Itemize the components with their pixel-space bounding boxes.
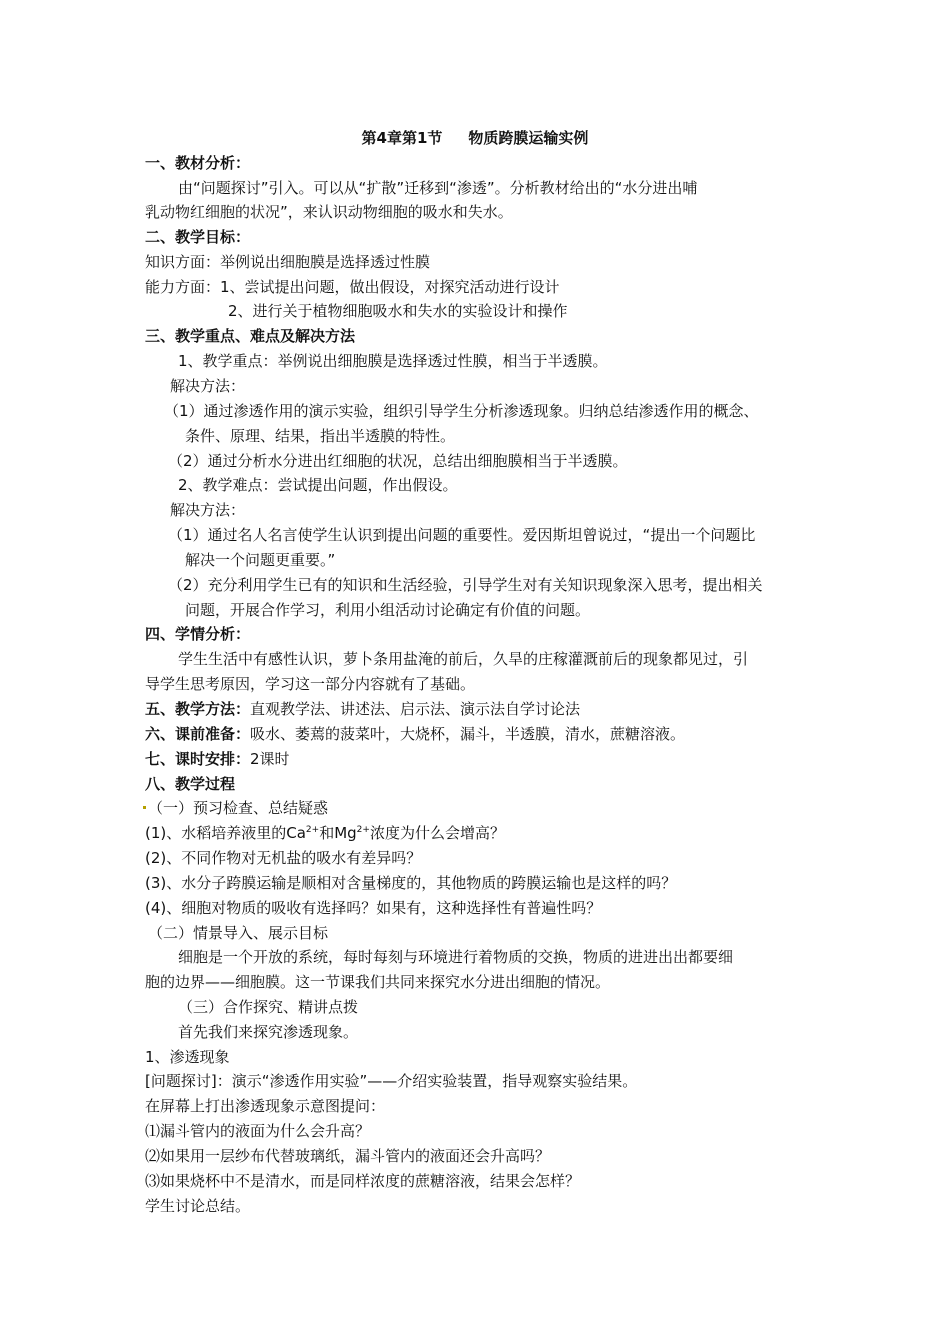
- superscript: 2+: [356, 825, 370, 835]
- question-2: (2)、不同作物对无机盐的吸水有差异吗？: [145, 849, 422, 867]
- method-label: 解决方法：: [170, 377, 246, 395]
- method-label: 解决方法：: [170, 501, 246, 519]
- paragraph: 胞的边界——细胞膜。这一节课我们共同来探究水分进出细胞的情况。: [145, 973, 611, 991]
- schedule-text: 2课时: [250, 750, 290, 768]
- section-heading-3: 三、教学重点、难点及解决方法: [145, 327, 356, 345]
- preparation-text: 吸水、萎蔫的菠菜叶，大烧杯，漏斗，半透膜，清水，蔗糖溶液。: [250, 725, 686, 743]
- list-item: （2）通过分析水分进出红细胞的状况，总结出细胞膜相当于半透膜。: [168, 452, 628, 470]
- scan-mark: [143, 806, 146, 809]
- teaching-methods-line: [145, 699, 580, 719]
- superscript: 2+: [305, 825, 320, 835]
- question-text: 浓度为什么会增高？: [369, 824, 505, 842]
- knowledge-goal: 知识方面：举例说出细胞膜是选择透过性膜: [145, 253, 431, 271]
- question-text: 和Mg: [319, 824, 357, 842]
- subheading: （三）合作探究、精讲点拨: [178, 998, 359, 1016]
- section-heading-8: 八、教学过程: [145, 775, 236, 793]
- list-item: （2）充分利用学生已有的知识和生活经验，引导学生对有关知识现象深入思考，提出相关: [168, 576, 763, 594]
- paragraph: [问题探讨]：演示“渗透作用实验”——介绍实验装置，指导观察实验结果。: [145, 1072, 638, 1090]
- ability-goal-2: 2、进行关于植物细胞吸水和失水的实验设计和操作: [228, 302, 568, 320]
- preparation-line: [145, 724, 685, 744]
- list-item: ⑴漏斗管内的液面为什么会升高？: [145, 1122, 371, 1140]
- section-heading-7: 七、课时安排：: [145, 750, 251, 768]
- list-item: ⑵如果用一层纱布代替玻璃纸，漏斗管内的液面还会升高吗？: [145, 1147, 551, 1165]
- question-4: (4)、细胞对物质的吸收有选择吗？如果有，这种选择性有普遍性吗？: [145, 899, 602, 917]
- topic-label: 物质跨膜运输实例: [468, 129, 589, 147]
- question-1: [145, 823, 505, 843]
- chapter-label: 第4章第1节: [361, 129, 443, 147]
- list-item: 解决一个问题更重要。”: [185, 551, 336, 569]
- page-title: [0, 128, 950, 148]
- paragraph: 细胞是一个开放的系统，每时每刻与环境进行着物质的交换，物质的进进出出都要细: [178, 948, 734, 966]
- list-item: 问题，开展合作学习，利用小组活动讨论确定有价值的问题。: [185, 601, 591, 619]
- list-item: （1）通过渗透作用的演示实验，组织引导学生分析渗透现象。归纳总结渗透作用的概念、: [164, 402, 759, 420]
- section-heading-5: 五、教学方法：: [145, 700, 251, 718]
- teaching-methods-text: 直观教学法、讲述法、启示法、演示法自学讨论法: [250, 700, 581, 718]
- paragraph: 乳动物红细胞的状况”，来认识动物细胞的吸水和失水。: [145, 203, 513, 221]
- ability-goal-1: 能力方面：1、尝试提出问题，做出假设，对探究活动进行设计: [145, 278, 560, 296]
- teaching-difficulty: 2、教学难点：尝试提出问题，作出假设。: [178, 476, 458, 494]
- question-3: (3)、水分子跨膜运输是顺相对含量梯度的，其他物质的跨膜运输也是这样的吗？: [145, 874, 677, 892]
- section-heading-4: 四、学情分析：: [145, 625, 251, 643]
- subheading: （一）预习检查、总结疑惑: [148, 799, 329, 817]
- question-text: (1)、水稻培养液里的Ca: [145, 824, 306, 842]
- paragraph: 由“问题探讨”引入。可以从“扩散”迁移到“渗透”。分析教材给出的“水分进出哺: [178, 179, 698, 197]
- paragraph: 导学生思考原因，学习这一部分内容就有了基础。: [145, 675, 476, 693]
- paragraph: 学生讨论总结。: [145, 1197, 251, 1215]
- list-item: ⑶如果烧杯中不是清水，而是同样浓度的蔗糖溶液，结果会怎样？: [145, 1172, 581, 1190]
- teaching-key-point: 1、教学重点：举例说出细胞膜是选择透过性膜，相当于半透膜。: [178, 352, 608, 370]
- paragraph: 在屏幕上打出渗透现象示意图提问：: [145, 1097, 386, 1115]
- section-heading-2: 二、教学目标：: [145, 228, 251, 246]
- subheading: （二）情景导入、展示目标: [148, 924, 329, 942]
- schedule-line: [145, 749, 290, 769]
- list-item: （1）通过名人名言使学生认识到提出问题的重要性。爱因斯坦曾说过，“提出一个问题比: [168, 526, 756, 544]
- list-item: 条件、原理、结果，指出半透膜的特性。: [185, 427, 456, 445]
- section-heading-6: 六、课前准备：: [145, 725, 251, 743]
- subheading: 1、渗透现象: [145, 1048, 230, 1066]
- paragraph: 学生生活中有感性认识，萝卜条用盐淹的前后，久旱的庄稼灌溉前后的现象都见过，引: [178, 650, 749, 668]
- paragraph: 首先我们来探究渗透现象。: [178, 1023, 359, 1041]
- section-heading-1: 一、教材分析：: [145, 154, 251, 172]
